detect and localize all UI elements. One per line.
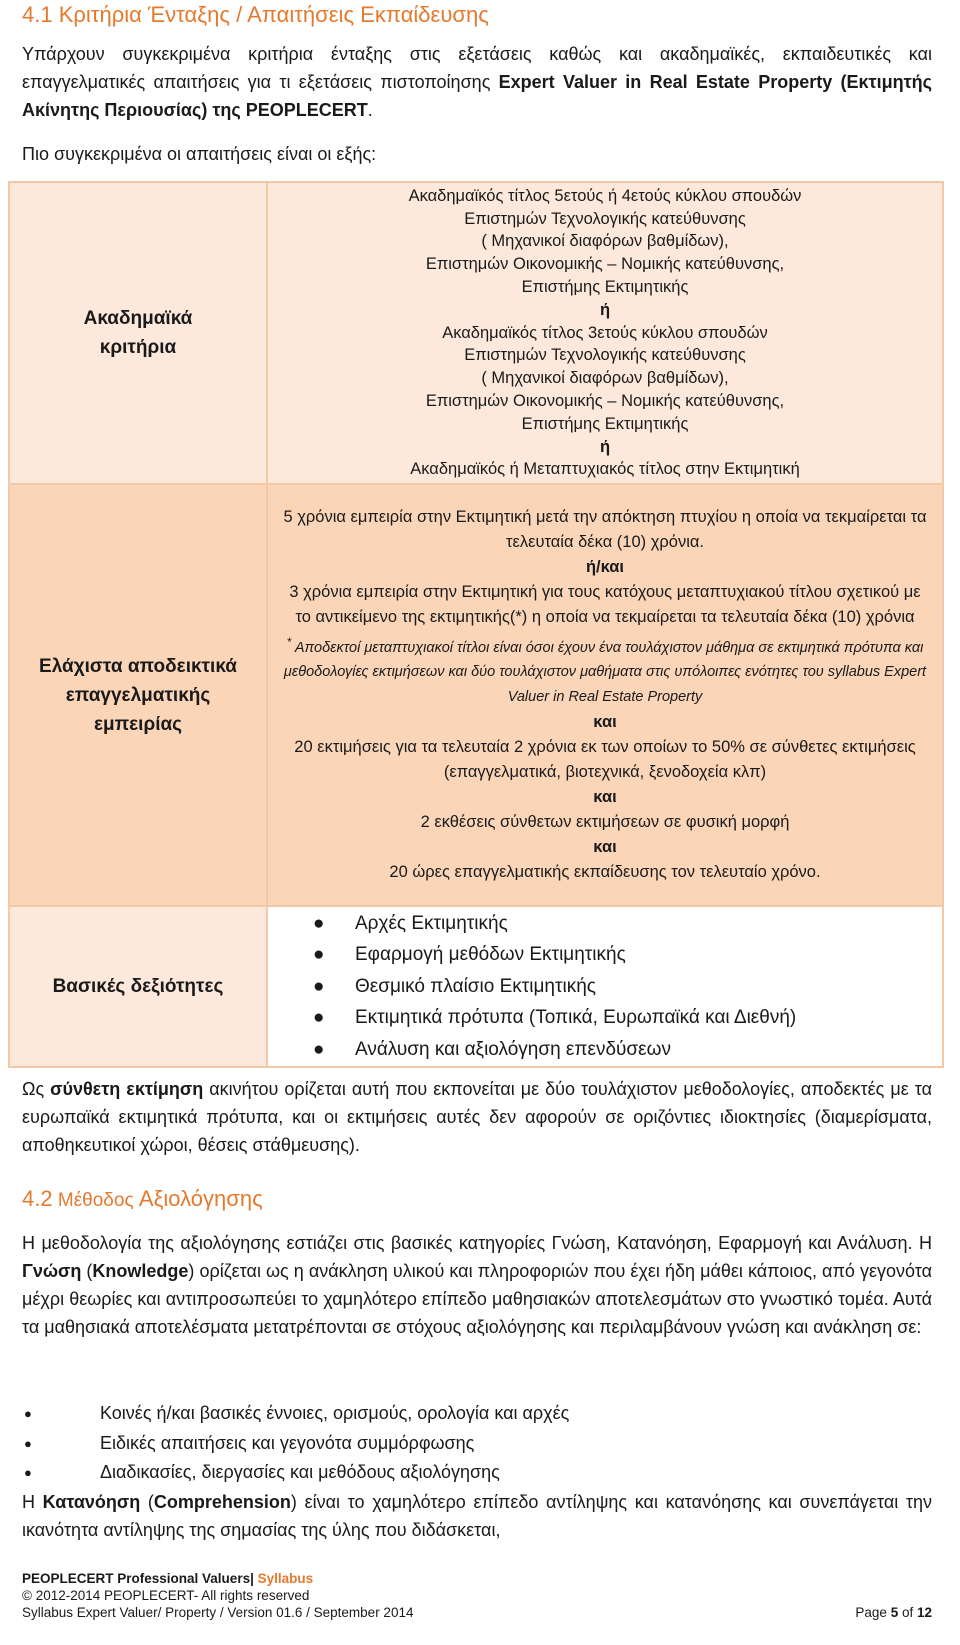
page-current: 5 bbox=[890, 1605, 899, 1620]
footer-separator: | bbox=[250, 1571, 258, 1586]
term-comprehension-gr: Κατανόηση bbox=[42, 1492, 141, 1512]
academic-or: ή bbox=[599, 437, 611, 456]
composite-term: σύνθετη εκτίμηση bbox=[50, 1079, 204, 1099]
skill-text: Αρχές Εκτιμητικής bbox=[355, 913, 508, 934]
footer-org-line bbox=[22, 1570, 932, 1587]
bullet-icon: ● bbox=[313, 1007, 325, 1029]
page-of: of bbox=[898, 1605, 917, 1620]
experience-requirement: 2 εκθέσεις σύνθετων εκτιμήσεων σε φυσική μορφή bbox=[420, 813, 790, 832]
intro-text: Υπάρχουν συγκεκριμένα κριτήρια ένταξης στις εξετάσεις καθώς και ακαδημαϊκές, εκπαιδευτικές και επαγγελματικές απαιτήσεις για τι εξετάσεις πιστοποίησης bbox=[22, 44, 932, 92]
page-total: 12 bbox=[916, 1605, 932, 1620]
skills-content bbox=[267, 906, 943, 1067]
list-text: Διαδικασίες, διεργασίες και μεθόδους αξιολόγησης bbox=[100, 1462, 500, 1482]
knowledge-list bbox=[22, 1399, 569, 1488]
list-item bbox=[309, 908, 941, 939]
academic-line: Επιστημών Οικονομικής – Νομικής κατεύθυνσης, bbox=[425, 255, 785, 274]
methodology-text: ) ορίζεται ως η ανάκληση υλικού και πληροφοριών που έχει ήδη μάθει κάποιος, από γεγονότα μέχρι θεωρίες και αντιπροσωπεύει το χαμηλότερο επίπεδο μαθησιακών αποτελεσμάτων στο γνωστικό τομέα. Αυτά τα μαθησιακά αποτελέσματα μετατρέπονται σε στόχους αξιολόγησης και περιλαμβάνουν γνώση και ανάκληση σε: bbox=[22, 1261, 933, 1337]
skills-label: Βασικές δεξιότητες bbox=[9, 906, 267, 1067]
list-item bbox=[309, 1002, 941, 1033]
bullet-icon: ● bbox=[24, 1465, 32, 1480]
academic-line: ( Μηχανικοί διαφόρων βαθμίδων), bbox=[481, 369, 729, 388]
term-comprehension-en: Comprehension bbox=[153, 1492, 291, 1512]
comprehension-paragraph bbox=[22, 1488, 932, 1544]
list-item bbox=[22, 1458, 569, 1488]
academic-label-line: κριτήρια bbox=[99, 337, 177, 358]
comprehension-text: ) είναι το χαμηλότερο επίπεδο αντίληψης και κατανόησης και συνεπάγεται την ικανότητα αντίληψης της σημασίας της ύλης που διδάσκεται, bbox=[22, 1492, 933, 1540]
methodology-text: ( bbox=[81, 1261, 93, 1281]
footer-version-line bbox=[22, 1604, 932, 1621]
skill-text: Εφαρμογή μεθόδων Εκτιμητικής bbox=[355, 944, 626, 966]
heading-word: Αξιολόγησης bbox=[138, 1186, 263, 1211]
bullet-icon: ● bbox=[24, 1406, 32, 1421]
experience-requirement: 5 χρόνια εμπειρία στην Εκτιμητική μετά την απόκτηση πτυχίου η οποία να τεκμαίρεται τα τελευταία δέκα (10) χρόνια. bbox=[283, 507, 927, 551]
composite-valuation-paragraph bbox=[22, 1075, 932, 1159]
methodology-paragraph bbox=[22, 1229, 932, 1341]
experience-content bbox=[267, 484, 943, 906]
experience-requirement: 20 ώρες επαγγελματικής εκπαίδευσης τον τελευταίο χρόνο. bbox=[389, 863, 821, 882]
experience-requirement: 3 χρόνια εμπειρία στην Εκτιμητική για τους κατόχους μεταπτυχιακού τίτλου σχετικού με το αντικείμενο της εκτιμητικής(*) η οποία να τεκμαίρεται τα τελευταία δέκα (10) χρόνια bbox=[289, 582, 921, 626]
heading-number: 4.2 bbox=[22, 1186, 53, 1211]
page-word: Page bbox=[855, 1605, 891, 1620]
list-item bbox=[22, 1399, 569, 1429]
footer-version: Syllabus Expert Valuer/ Property / Version 01.6 / September 2014 bbox=[22, 1605, 414, 1620]
experience-or-and: ή/και bbox=[585, 557, 625, 576]
academic-line: Ακαδημαϊκός ή Μεταπτυχιακός τίτλος στην Εκτιμητική bbox=[410, 460, 800, 479]
skills-list bbox=[269, 908, 941, 1065]
footer-copyright: © 2012-2014 PEOPLECERT- All rights reserved bbox=[22, 1588, 310, 1603]
term-knowledge-en: Knowledge bbox=[92, 1261, 189, 1281]
bullet-icon: ● bbox=[24, 1435, 32, 1451]
experience-and: και bbox=[593, 788, 617, 807]
table-row-academic bbox=[9, 182, 943, 484]
table-row-experience bbox=[9, 484, 943, 906]
methodology-text: Η μεθοδολογία της αξιολόγησης εστιάζει στις βασικές κατηγορίες Γνώση, Κατανόηση, Εφαρμογή και Ανάλυση. Η bbox=[22, 1233, 932, 1253]
bullet-icon: ● bbox=[313, 944, 325, 966]
comprehension-text: Η bbox=[22, 1492, 43, 1512]
requirements-table bbox=[8, 181, 944, 1068]
experience-and: και bbox=[593, 838, 617, 857]
academic-line: Ακαδημαϊκός τίτλος 3ετούς κύκλου σπουδών bbox=[442, 323, 768, 342]
intro-end: . bbox=[367, 100, 373, 120]
academic-criteria-content bbox=[267, 182, 943, 484]
note-text: Αποδεκτοί μεταπτυχιακοί τίτλοι είναι όσοι έχουν ένα τουλάχιστον μάθημα σε εκτιμητικά πρότυπα και μεθοδολογίες εκτιμήσεων και δύο τουλάχιστον μαθήματα στις υπόλοιπες ενότητες του syllabus Expert Valuer in Real Estate Property bbox=[283, 639, 927, 706]
experience-label-line: εμπειρίας bbox=[93, 713, 183, 735]
postgraduate-note bbox=[280, 630, 930, 711]
composite-text: Ως bbox=[22, 1079, 51, 1099]
skill-text: Θεσμικό πλαίσιο Εκτιμητικής bbox=[355, 975, 596, 997]
skill-text: Εκτιμητικά πρότυπα (Τοπικά, Ευρωπαϊκά και Διεθνή) bbox=[355, 1007, 797, 1029]
academic-criteria-label bbox=[9, 182, 267, 484]
table-row-skills bbox=[9, 906, 943, 1067]
experience-and: και bbox=[593, 713, 617, 732]
requirements-lead: Πιο συγκεκριμένα οι απαιτήσεις είναι οι εξής: bbox=[22, 144, 377, 164]
section-heading-4-2 bbox=[22, 1186, 263, 1212]
heading-word: Μέθοδος bbox=[52, 1190, 139, 1211]
academic-line: Επιστημών Οικονομικής – Νομικής κατεύθυνσης, bbox=[425, 391, 785, 410]
academic-line: Επιστημών Τεχνολογικής κατεύθυνσης bbox=[464, 346, 746, 365]
skill-text: Ανάλυση και αξιολόγηση επενδύσεων bbox=[355, 1038, 671, 1060]
comprehension-text: ( bbox=[140, 1492, 154, 1512]
page-footer bbox=[22, 1570, 932, 1621]
list-item bbox=[309, 971, 941, 1002]
academic-or: ή bbox=[599, 300, 611, 319]
experience-label-line: επαγγελματικής bbox=[65, 684, 211, 706]
academic-line: ( Μηχανικοί διαφόρων βαθμίδων), bbox=[481, 232, 729, 251]
experience-label bbox=[9, 484, 267, 906]
academic-line: Ακαδημαϊκός τίτλος 5ετούς ή 4ετούς κύκλου σπουδών bbox=[408, 186, 802, 205]
academic-label-line: Ακαδημαϊκά bbox=[83, 308, 193, 329]
section-heading-4-1: 4.1 Κριτήρια Ένταξης / Απαιτήσεις Εκπαίδευσης bbox=[22, 2, 489, 27]
academic-line: Επιστήμης Εκτιμητικής bbox=[521, 414, 689, 433]
page-number bbox=[855, 1604, 932, 1621]
list-item bbox=[309, 939, 941, 970]
bullet-icon: ● bbox=[313, 975, 325, 997]
intro-paragraph bbox=[22, 40, 932, 124]
list-text: Κοινές ή/και βασικές έννοιες, ορισμούς, ορολογία και αρχές bbox=[100, 1403, 570, 1423]
intro-certification-name: Expert Valuer in Real Estate Property (Εκτιμητής Ακίνητης Περιουσίας) της PEOPLECERT bbox=[22, 72, 932, 120]
list-text: Ειδικές απαιτήσεις και γεγονότα συμμόρφωσης bbox=[100, 1432, 475, 1453]
footer-org: PEOPLECERT Professional Valuers bbox=[22, 1571, 251, 1586]
academic-line: Επιστημών Τεχνολογικής κατεύθυνσης bbox=[464, 209, 746, 228]
term-knowledge-gr: Γνώση bbox=[22, 1261, 82, 1281]
experience-label-line: Ελάχιστα αποδεικτικά bbox=[39, 655, 237, 677]
academic-line: Επιστήμης Εκτιμητικής bbox=[521, 278, 689, 296]
footer-syllabus: Syllabus bbox=[257, 1571, 314, 1586]
bullet-icon: ● bbox=[313, 913, 325, 934]
bullet-icon: ● bbox=[313, 1038, 325, 1060]
experience-requirement: 20 εκτιμήσεις για τα τελευταία 2 χρόνια εκ των οποίων το 50% σε σύνθετες εκτιμήσεις (επαγγελματικά, βιοτεχνικά, ξενοδοχεία κλπ) bbox=[294, 738, 916, 782]
composite-text: ακινήτου ορίζεται αυτή που εκπονείται με δύο τουλάχιστον μεθοδολογίες, αποδεκτές με τα ευρωπαϊκά εκτιμητικά πρότυπα, και οι εκτιμήσεις αυτές δεν αφορούν σε οριζόντιες ιδιοκτησίες (διαμερίσματα, αποθηκευτικοί χώροι, θέσεις στάθμευσης). bbox=[22, 1079, 932, 1155]
note-asterisk: * bbox=[286, 634, 292, 649]
list-item bbox=[22, 1429, 569, 1459]
list-item bbox=[309, 1034, 941, 1065]
